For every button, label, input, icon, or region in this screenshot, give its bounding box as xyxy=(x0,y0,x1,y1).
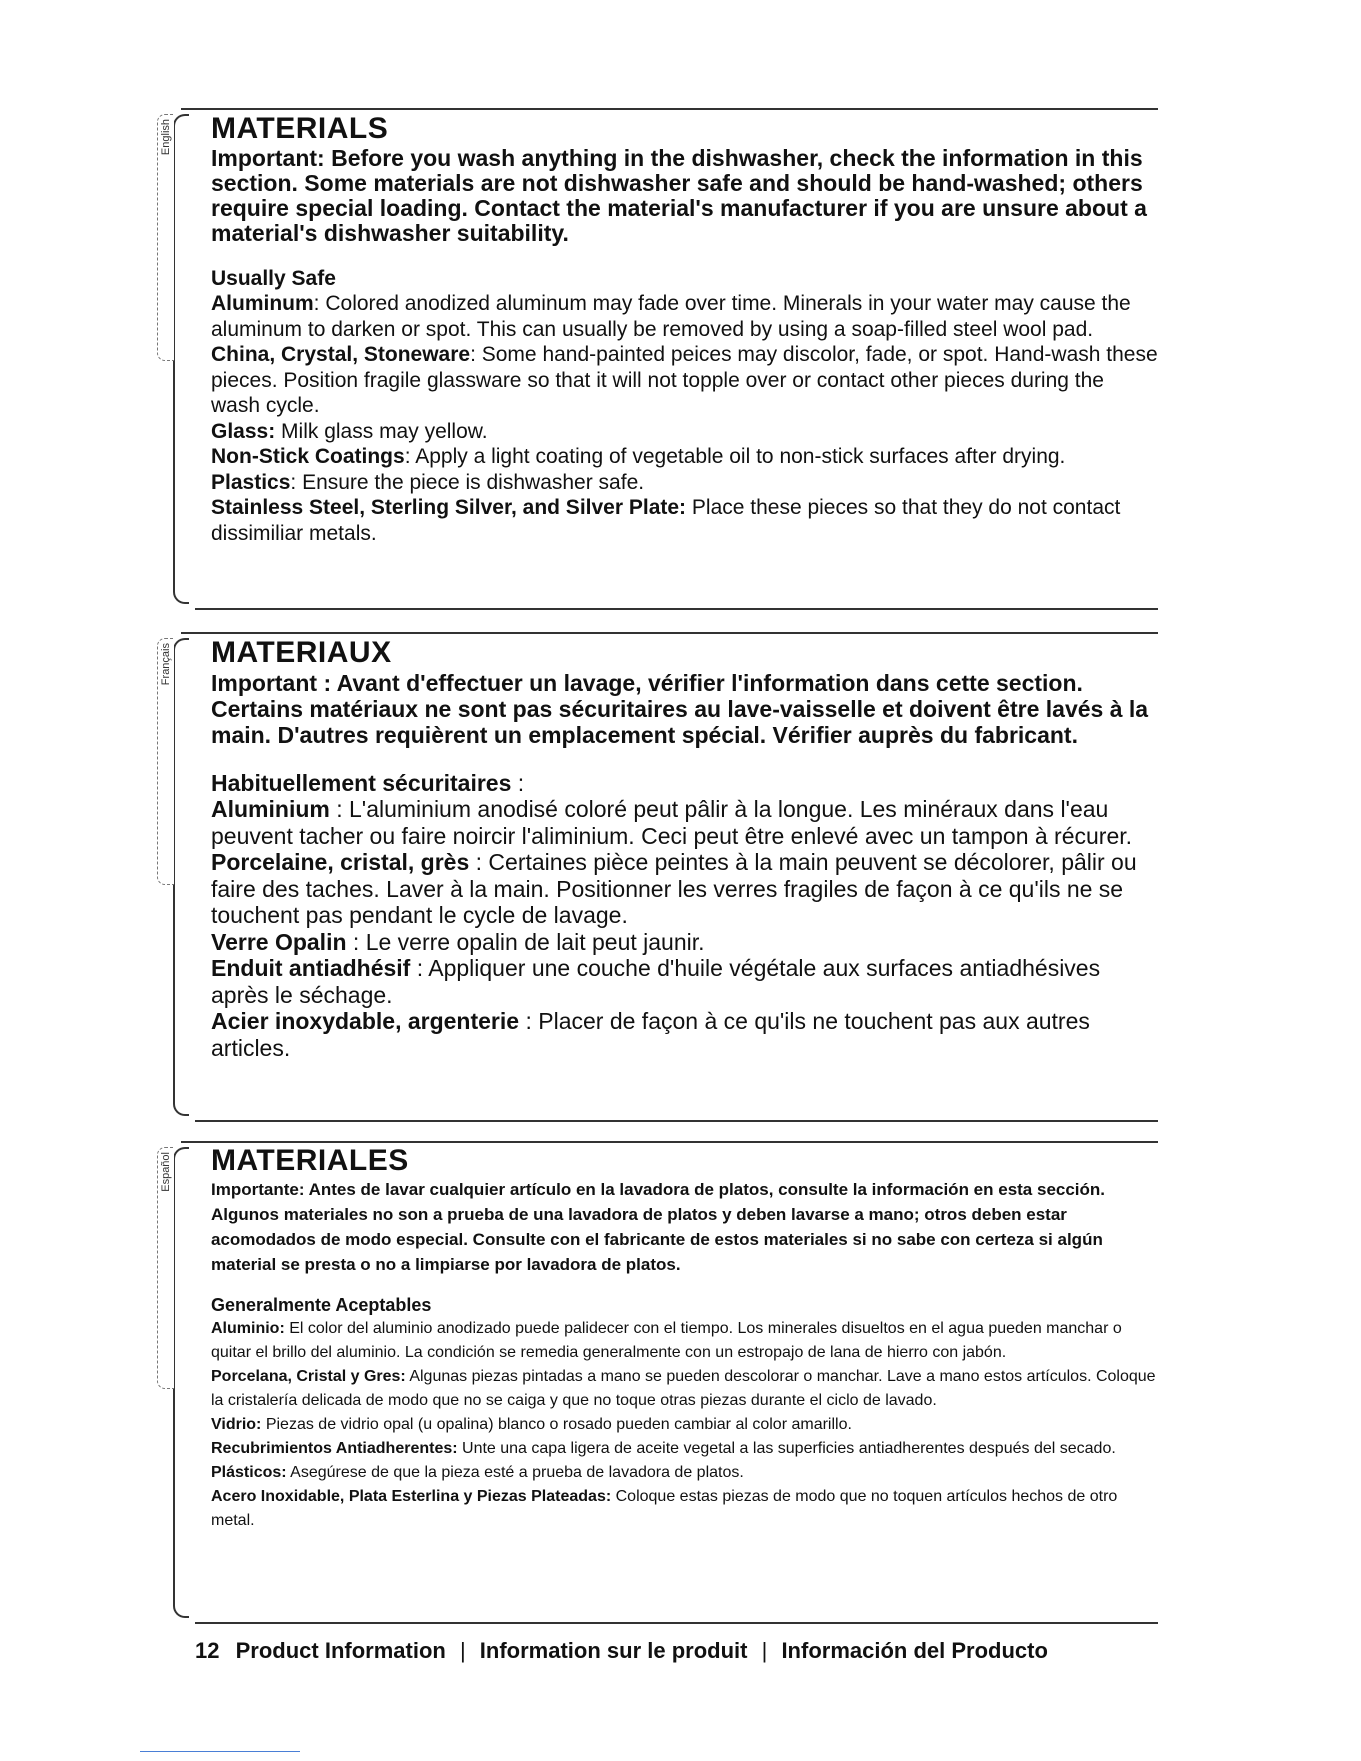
material-item: Glass: Milk glass may yellow. xyxy=(211,419,488,443)
section-content xyxy=(211,112,1158,546)
important-notice: Importante: Antes de lavar cualquier artículo en la lavadora de platos, consulte la información en esta sección. Algunos materiales no son a prueba de una lavadora de platos y deben lavarse a mano; otros deben estar acomodados de modo especial. Consulte con el fabricante de estos materiales si no sabe con certeza si algún material se presta o no a limpiarse por lavadora de platos. xyxy=(211,1180,1106,1274)
subheading: Generalmente Aceptables xyxy=(211,1295,432,1315)
section-bottom-rule xyxy=(195,1120,1158,1122)
section-title: MATERIALS xyxy=(211,112,389,145)
section-content xyxy=(211,1145,1158,1533)
important-notice: Important : Avant d'effectuer un lavage, vérifier l'information dans cette section. Certains matériaux ne sont pas sécuritaires au lave-vaisselle et doivent être lavés à la main. D'autres requièrent un emplacement spécial. Vérifier auprès du fabricant. xyxy=(211,670,1149,748)
footer-separator: | xyxy=(761,1638,768,1663)
section-top-rule xyxy=(181,1141,1158,1143)
language-tab-label: Español xyxy=(160,1152,172,1192)
page-bottom-mark xyxy=(140,1751,300,1752)
material-item: Plastics: Ensure the piece is dishwasher safe. xyxy=(211,470,645,494)
material-item: Porcelana, Cristal y Gres: Algunas piezas pintadas a mano se pueden descolorar o manchar. Lave a mano estos artículos. Coloque la cristalería delicada de modo que no se caiga y que no toque otras piezas durante el ciclo de lavado. xyxy=(211,1368,1156,1409)
material-item: Aluminium : L'aluminium anodisé coloré peut pâlir à la longue. Les minéraux dans l'eau peuvent tacher ou faire noircir l'aliminium. Ceci peut être enlevé avec un tampon à récurer. xyxy=(211,796,1133,849)
section-title: MATERIAUX xyxy=(211,636,392,669)
material-item: Aluminum: Colored anodized aluminum may fade over time. Minerals in your water may cause the aluminum to darken or spot. This can usually be removed by using a soap-filled steel wool pad. xyxy=(211,292,1131,341)
subheading: Habituellement sécuritaires : xyxy=(211,770,525,796)
language-tab-french xyxy=(157,638,174,885)
language-tab-label: English xyxy=(160,119,172,156)
section-top-rule xyxy=(181,108,1158,110)
section-bracket xyxy=(173,114,189,604)
section-bracket xyxy=(173,1147,189,1618)
material-item: Porcelaine, cristal, grès : Certaines pièce peintes à la main peuvent se décolorer, pâlir ou faire des taches. Laver à la main. Positionner les verres fragiles de façon à ce qu'ils ne se touchent pas pendant le cycle de lavage. xyxy=(211,849,1137,928)
section-content xyxy=(211,636,1158,1061)
footer-part-english: Product Information xyxy=(235,1638,446,1663)
material-item: Plásticos: Asegúrese de que la pieza esté a prueba de lavadora de platos. xyxy=(211,1464,744,1481)
subheading: Usually Safe xyxy=(211,267,336,290)
language-tab-english xyxy=(157,114,174,361)
material-item: Acero Inoxidable, Plata Esterlina y Piezas Plateadas: Coloque estas piezas de modo que no toquen artículos hechos de otro metal. xyxy=(211,1488,1118,1529)
footer-separator: | xyxy=(459,1638,466,1663)
section-spanish xyxy=(160,1141,1158,1624)
language-tab-label: Français xyxy=(160,643,172,686)
material-item: Enduit antiadhésif : Appliquer une couche d'huile végétale aux surfaces antiadhésives après le séchage. xyxy=(211,955,1101,1008)
material-item: Recubrimientos Antiadherentes: Unte una capa ligera de aceite vegetal a las superficies antiadherentes después del secado. xyxy=(211,1440,1116,1457)
material-list xyxy=(211,1317,1158,1533)
material-item: China, Crystal, Stoneware: Some hand-painted peices may discolor, fade, or spot. Hand-wash these pieces. Position fragile glassware so that it will not topple over or contact other pieces during the wash cycle. xyxy=(211,343,1158,417)
section-top-rule xyxy=(181,632,1158,634)
section-bottom-rule xyxy=(195,608,1158,610)
footer-part-spanish: Información del Producto xyxy=(781,1638,1048,1663)
footer-part-french: Information sur le produit xyxy=(479,1638,748,1663)
section-english xyxy=(160,108,1158,610)
material-list xyxy=(211,796,1158,1061)
section-bracket xyxy=(173,638,189,1116)
section-french xyxy=(160,632,1158,1122)
section-title: MATERIALES xyxy=(211,1144,409,1177)
page-number: 12 xyxy=(195,1638,220,1663)
material-item: Stainless Steel, Sterling Silver, and Silver Plate: Place these pieces so that they do not contact dissimiliar metals. xyxy=(211,496,1121,545)
important-notice: Important: Before you wash anything in the dishwasher, check the information in this section. Some materials are not dishwasher safe and should be hand-washed; others require special loading. Contact the material's manufacturer if you are unsure about a material's dishwasher suitability. xyxy=(211,145,1147,246)
language-tab-spanish xyxy=(157,1147,174,1389)
material-item: Verre Opalin : Le verre opalin de lait peut jaunir. xyxy=(211,928,705,955)
section-bottom-rule xyxy=(195,1622,1158,1624)
page-footer xyxy=(195,1638,1048,1664)
material-item: Vidrio: Piezas de vidrio opal (u opalina) blanco o rosado pueden cambiar al color amarillo. xyxy=(211,1416,852,1433)
material-item: Aluminio: El color del aluminio anodizado puede palidecer con el tiempo. Los minerales disueltos en el agua pueden manchar o quitar el brillo del aluminio. La condición se remedia generalmente con un estropajo de lana de hierro con jabón. xyxy=(211,1320,1122,1361)
material-item: Non-Stick Coatings: Apply a light coating of vegetable oil to non-stick surfaces after drying. xyxy=(211,445,1066,468)
material-item: Acier inoxydable, argenterie : Placer de façon à ce qu'ils ne touchent pas aux autres articles. xyxy=(211,1008,1090,1061)
material-list xyxy=(211,291,1158,546)
